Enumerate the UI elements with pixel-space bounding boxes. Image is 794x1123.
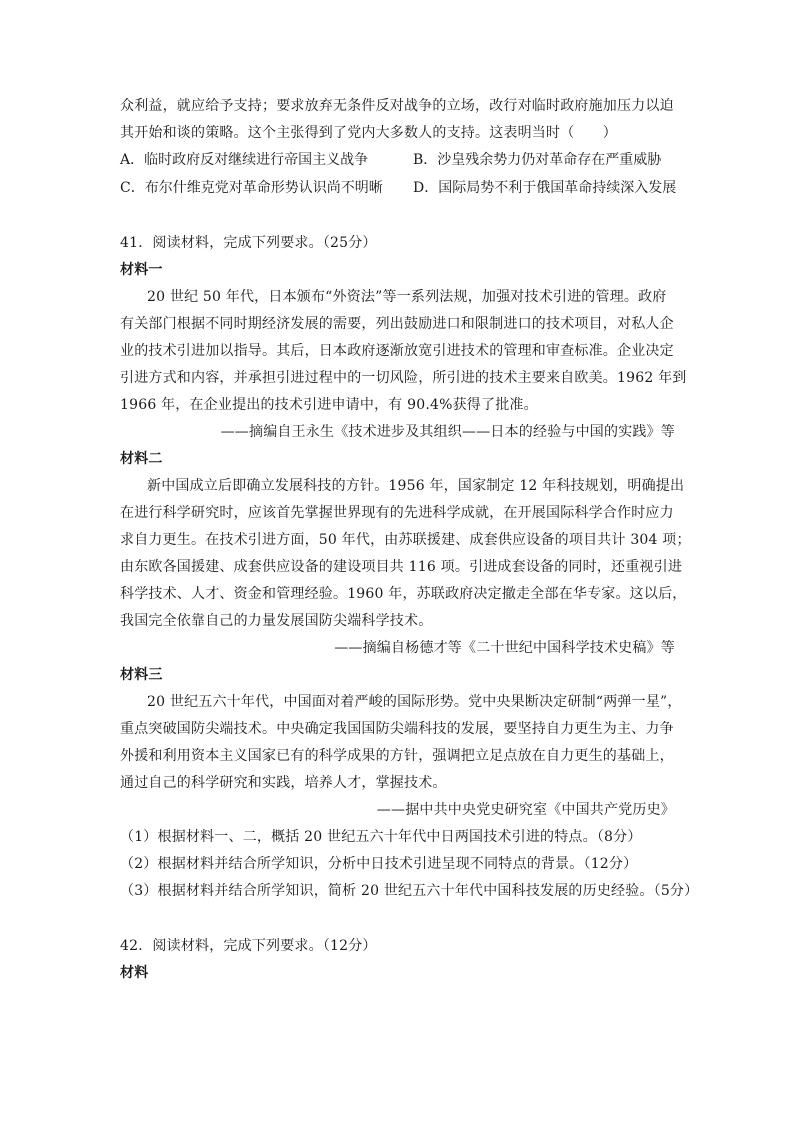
q41-material-3-line: 20 世纪五六十年代，中国面对着严峻的国际形势。党中央果断决定研制“两弹一星”， xyxy=(147,694,682,710)
q41-material-1-line: 1966 年，在企业提出的技术引进申请中，有 90.4%获得了批准。 xyxy=(120,397,538,413)
q41-material-1-title: 材料一 xyxy=(120,262,163,278)
q41-material-2-line: 由东欧各国援建、成套供应设备的建设项目共 116 项。引进成套设备的同时，还重视引进 xyxy=(120,559,683,575)
q41-subquestion-1: （1）根据材料一、二，概括 20 世纪五六十年代中日两国技术引进的特点。（8分） xyxy=(120,829,642,845)
q41-material-2-title: 材料二 xyxy=(120,451,163,467)
q41-material-2-line: 在进行科学研究时，应该首先掌握世界现有的先进科学成就，在开展国际科学合作时应力 xyxy=(120,505,674,521)
q41-subquestion-2: （2）根据材料并结合所学知识，分析中日技术引进呈现不同特点的背景。（12分） xyxy=(120,856,638,872)
q42-header: 42．阅读材料，完成下列要求。（12分） xyxy=(120,938,377,954)
q41-material-1-line: 引进方式和内容，并承担引进过程中的一切风险，所引进的技术主要来自欧美。1962 年到 xyxy=(120,370,687,386)
q41-material-2-line: 新中国成立后即确立发展科技的方针。1956 年，国家制定 12 年科技规划，明确提出 xyxy=(147,478,685,494)
q41-material-1-source: ——摘编自王永生《技术进步及其组织——日本的经验与中国的实践》等 xyxy=(220,424,675,440)
q41-material-2-line: 我国完全依靠自己的力量发展国防尖端科学技术。 xyxy=(120,613,433,629)
q40-option-a: A．临时政府反对继续进行帝国主义战争 xyxy=(120,152,369,168)
q40-continuation-line-1: 众利益，就应给予支持；要求放弃无条件反对战争的立场，改行对临时政府施加压力以迫 xyxy=(120,98,674,114)
q41-header: 41．阅读材料，完成下列要求。（25分） xyxy=(120,235,377,251)
q41-material-3-title: 材料三 xyxy=(120,667,163,683)
q42-material-title: 材料 xyxy=(120,965,149,981)
q41-material-3-line: 外援和利用资本主义国家已有的科学成果的方针，强调把立足点放在自力更生的基础上， xyxy=(120,748,674,764)
q40-continuation-line-2: 其开始和谈的策略。这个主张得到了党内大多数人的支持。这表明当时（ ） xyxy=(120,125,617,141)
q40-option-d: D．国际局势不利于俄国革命持续深入发展 xyxy=(413,180,677,196)
q41-material-1-line: 20 世纪 50 年代，日本颁布“外资法”等一系列法规，加强对技术引进的管理。政府 xyxy=(147,289,667,305)
q41-material-1-line: 有关部门根据不同时期经济发展的需要，列出鼓励进口和限制进口的技术项目，对私人企 xyxy=(120,316,674,332)
q41-material-1-line: 业的技术引进加以指导。其后，日本政府逐渐放宽引进技术的管理和审查标准。企业决定 xyxy=(120,343,674,359)
q40-option-c: C．布尔什维克党对革命形势认识尚不明晰 xyxy=(120,180,383,196)
q41-material-2-source: ——摘编自杨德才等《二十世纪中国科学技术史稿》等 xyxy=(334,640,675,656)
q41-subquestion-3: （3）根据材料并结合所学知识，简析 20 世纪五六十年代中国科技发展的历史经验。（5分） xyxy=(120,883,699,899)
q41-material-2-line: 科学技术、人才、资金和管理经验。1960 年，苏联政府决定撤走全部在华专家。这以后， xyxy=(120,586,687,602)
q41-material-3-line: 重点突破国防尖端技术。中央确定我国国防尖端科技的发展，要坚持自力更生为主、力争 xyxy=(120,721,674,737)
q41-material-3-source: ——据中共中央党史研究室《中国共产党历史》 xyxy=(376,802,675,818)
q40-option-b: B．沙皇残余势力仍对革命存在严重威胁 xyxy=(413,152,662,168)
q41-material-2-line: 求自力更生。在技术引进方面，50 年代，由苏联援建、成套供应设备的项目共计 304 项； xyxy=(120,532,691,548)
q41-material-3-line: 通过自己的科学研究和实践，培养人才，掌握技术。 xyxy=(120,775,447,791)
